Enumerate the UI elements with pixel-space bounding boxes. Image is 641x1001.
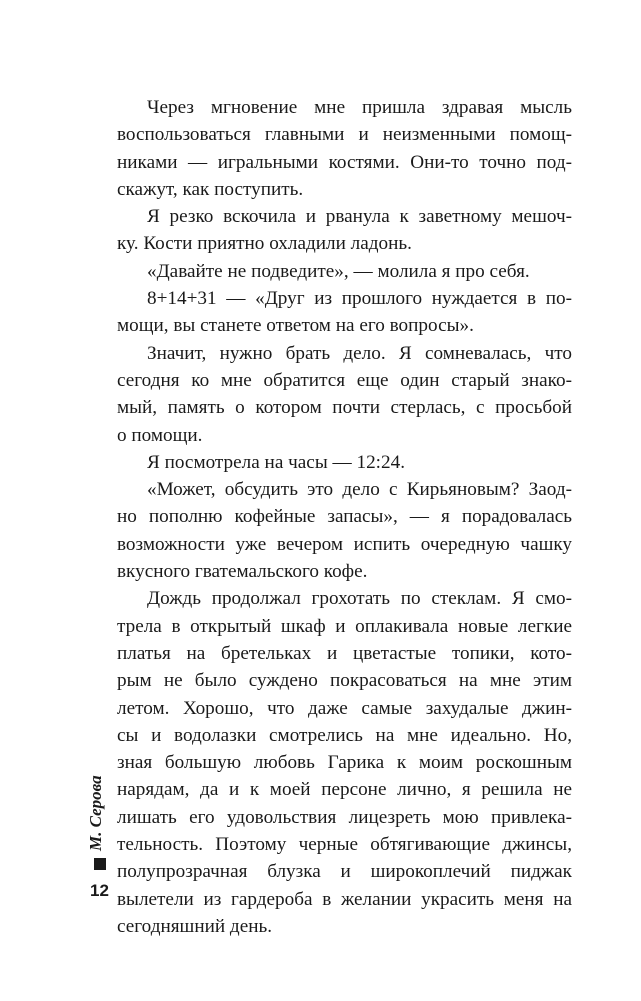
folio-square-marker	[94, 858, 106, 870]
text-line: Через мгновение мне пришла здравая мысль	[147, 97, 572, 118]
text-line: нарядам, да и к моей персоне лично, я решила не	[117, 779, 572, 801]
text-line: о помощи.	[117, 424, 203, 446]
text-line: мый, память о котором почти стерлась, с просьбой	[117, 397, 572, 419]
text-line: Я резко вскочила и рванула к заветному мешоч-	[147, 206, 572, 228]
paragraph	[117, 476, 572, 585]
text-line: платья на бретельках и цветастые топики, кото-	[117, 642, 572, 664]
text-line: 8+14+31 — «Друг из прошлого нуждается в по-	[147, 288, 572, 310]
text-line: но пополню кофейные запасы», — я порадовалась	[117, 506, 572, 528]
text-line: «Давайте не подведите», — молила я про себя.	[147, 260, 530, 282]
paragraph	[117, 203, 572, 258]
text-line: рым не было суждено покрасоваться на мне этим	[117, 670, 572, 692]
text-line: вылетели из гардероба в желании украсить меня на	[117, 888, 572, 910]
text-line: вкусного гватемальского кофе.	[117, 561, 368, 583]
paragraph	[117, 449, 572, 476]
text-line: «Может, обсудить это дело с Кирьяновым? Заод-	[147, 479, 572, 501]
text-line: возможности уже вечером испить очередную чашку	[117, 533, 572, 555]
text-line: Значит, нужно брать дело. Я сомневалась, что	[147, 342, 572, 364]
text-line: мощи, вы станете ответом на его вопросы».	[117, 315, 474, 337]
body-text	[117, 94, 572, 940]
paragraph	[117, 340, 572, 449]
paragraph	[117, 585, 572, 940]
text-line: трела в открытый шкаф и оплакивала новые легкие	[117, 615, 572, 637]
paragraph	[117, 94, 572, 203]
paragraph	[117, 258, 572, 285]
running-head-author: М. Серова	[86, 775, 105, 851]
text-line: полупрозрачная блузка и широкоплечий пиджак	[117, 861, 572, 883]
text-line: ку. Кости приятно охладили ладонь.	[117, 233, 412, 255]
text-line: летом. Хорошо, что даже самые захудалые джин-	[117, 697, 572, 719]
page-number: 12	[90, 881, 109, 900]
text-line: зная большую любовь Гарика к моим роскошным	[117, 752, 572, 774]
text-line: никами — игральными костями. Они-то точно под-	[117, 151, 572, 173]
text-line: скажут, как поступить.	[117, 178, 304, 200]
text-line: сегодняшний день.	[117, 915, 273, 937]
text-line: лишать его удовольствия лицезреть мою привлека-	[117, 806, 572, 828]
text-line: сегодня ко мне обратится еще один старый знако-	[117, 369, 572, 391]
text-line: тельность. Поэтому черные обтягивающие джинсы,	[117, 834, 572, 856]
paragraph	[117, 285, 572, 340]
text-line: сы и водолазки смотрелись на мне идеально. Но,	[117, 724, 572, 746]
text-line: Я посмотрела на часы — 12:24.	[147, 451, 405, 473]
text-line: Дождь продолжал грохотать по стеклам. Я смо-	[147, 588, 572, 610]
text-line: воспользоваться главными и неизменными помощ-	[117, 124, 572, 146]
